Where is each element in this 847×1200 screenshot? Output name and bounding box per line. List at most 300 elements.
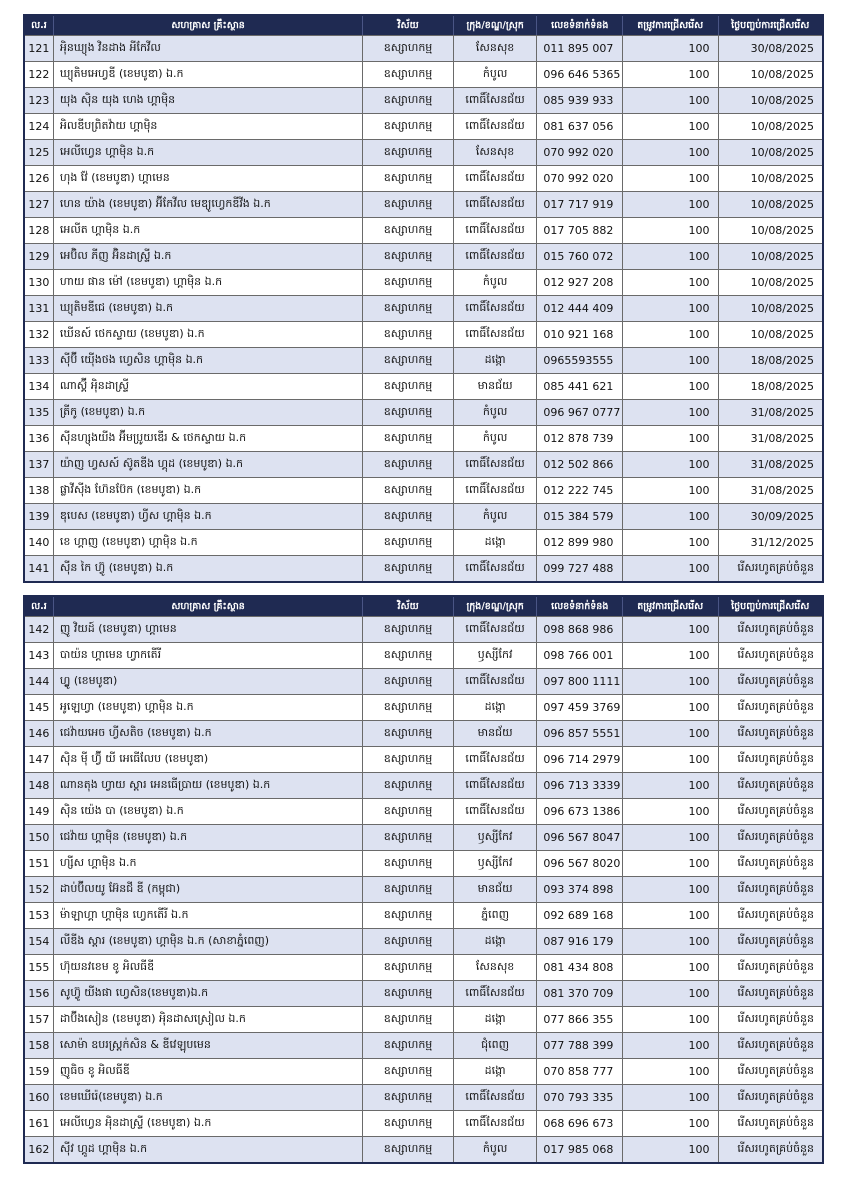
cell-phone: 077 788 399	[537, 1033, 623, 1058]
cell-phone: 070 992 020	[537, 140, 623, 165]
cell-sector: ឧស្សាហកម្ម	[363, 955, 454, 980]
table-header	[25, 16, 822, 35]
cell-no: 144	[25, 669, 54, 694]
cell-phone: 068 696 673	[537, 1111, 623, 1136]
header-no: ល.រ	[25, 597, 54, 616]
cell-no: 158	[25, 1033, 54, 1058]
cell-phone: 017 717 919	[537, 192, 623, 217]
cell-quota: 100	[623, 1111, 719, 1136]
cell-quota: 100	[623, 478, 719, 503]
cell-company: ដាប់ប៊ីលយូ អ៊ែនជី ឌី (កម្ពុជា)	[54, 877, 363, 902]
table-body	[25, 35, 822, 581]
table-row	[25, 529, 822, 555]
cell-sector: ឧស្សាហកម្ម	[363, 1137, 454, 1162]
cell-deadline: រើសរហូតគ្រប់ចំនួន	[737, 1063, 815, 1077]
cell-sector: ឧស្សាហកម្ម	[363, 851, 454, 876]
header-phone: លេខទំនាក់ទំនង	[537, 16, 623, 35]
table-row	[25, 980, 822, 1006]
table-row	[25, 642, 822, 668]
header-location: ក្រុង/ខណ្ឌ/ស្រុក	[454, 16, 538, 35]
cell-phone: 087 916 179	[537, 929, 623, 954]
cell-company: អេប៊ិល ភីញ អ៊ិនដាស្ទ្រី ឯ.ក	[54, 244, 363, 269]
table-row	[25, 35, 822, 61]
cell-location: ដង្កោ	[454, 695, 538, 720]
cell-quota: 100	[623, 140, 719, 165]
cell-company: ស៊ីប៊ី យ៉ើងថង ហ្វេសិន ហ្គាម៉ិន ឯ.ក	[54, 348, 363, 373]
cell-quota: 100	[623, 192, 719, 217]
cell-phone: 010 921 168	[537, 322, 623, 347]
cell-deadline: 10/08/2025	[750, 224, 815, 237]
cell-no: 150	[25, 825, 54, 850]
cell-no: 124	[25, 114, 54, 139]
cell-sector: ឧស្សាហកម្ម	[363, 296, 454, 321]
cell-quota: 100	[623, 426, 719, 451]
cell-company: ស៊ីន កៃ ហ៊្វូ (ខេមបូឌា) ឯ.ក	[54, 556, 363, 581]
cell-quota: 100	[623, 747, 719, 772]
cell-sector: ឧស្សាហកម្ម	[363, 114, 454, 139]
cell-location: កំបូល	[454, 400, 538, 425]
cell-quota: 100	[623, 799, 719, 824]
table-row	[25, 1084, 822, 1110]
cell-company: លីឌីង ស្តារ (ខេមបូឌា) ហ្គាម៉ិន ឯ.ក (សាខាភ្នំពេញ)	[54, 929, 363, 954]
cell-no: 128	[25, 218, 54, 243]
cell-phone: 096 567 8047	[537, 825, 623, 850]
cell-quota: 100	[623, 903, 719, 928]
cell-deadline: រើសរហូតគ្រប់ចំនួន	[737, 725, 815, 739]
table-header	[25, 597, 822, 616]
cell-no: 157	[25, 1007, 54, 1032]
cell-sector: ឧស្សាហកម្ម	[363, 218, 454, 243]
cell-deadline: រើសរហូតគ្រប់ចំនួន	[737, 699, 815, 713]
header-quota: តម្រូវការជ្រើសរើស	[623, 16, 719, 35]
cell-sector: ឧស្សាហកម្ម	[363, 192, 454, 217]
header-quota: តម្រូវការជ្រើសរើស	[623, 597, 719, 616]
cell-phone: 096 967 0777	[537, 400, 623, 425]
cell-quota: 100	[623, 504, 719, 529]
table-row	[25, 902, 822, 928]
table-row	[25, 373, 822, 399]
cell-sector: ឧស្សាហកម្ម	[363, 773, 454, 798]
cell-sector: ឧស្សាហកម្ម	[363, 348, 454, 373]
cell-quota: 100	[623, 955, 719, 980]
cell-location: ពោធិ៍សែនជ័យ	[454, 88, 538, 113]
cell-company: សូហ៊្វូ យីងផា ហ្វេសិន(ខេមបូឌា)ឯ.ក	[54, 981, 363, 1006]
cell-company: សោម៉ា ឧបរស្ត្រក់សិន & ឌីវេឡុបមេន	[54, 1033, 363, 1058]
cell-phone: 096 567 8020	[537, 851, 623, 876]
cell-no: 135	[25, 400, 54, 425]
cell-phone: 097 800 1111	[537, 669, 623, 694]
cell-no: 151	[25, 851, 54, 876]
cell-location: ជុំពេញ	[454, 1033, 538, 1058]
cell-no: 134	[25, 374, 54, 399]
cell-quota: 100	[623, 773, 719, 798]
cell-quota: 100	[623, 617, 719, 642]
cell-sector: ឧស្សាហកម្ម	[363, 452, 454, 477]
cell-quota: 100	[623, 270, 719, 295]
cell-quota: 100	[623, 348, 719, 373]
cell-company: ហ្សីស ហ្គាម៉ិន ឯ.ក	[54, 851, 363, 876]
cell-quota: 100	[623, 721, 719, 746]
job-table-2	[23, 595, 824, 1164]
cell-company: ជេវ៉ាយ ហ្គាម៉ិន (ខេមបូឌា) ឯ.ក	[54, 825, 363, 850]
cell-location: ពោធិ៍សែនជ័យ	[454, 166, 538, 191]
cell-company: ហ៊ុយនវខេម ខូ អិលធីឌី	[54, 955, 363, 980]
table-row	[25, 824, 822, 850]
cell-location: ដង្កោ	[454, 530, 538, 555]
cell-company: ស៊ិន ម៉ី ហ្វ៊ី យី អេធើលែប (ខេមបូឌា)	[54, 747, 363, 772]
cell-deadline: 10/08/2025	[750, 328, 815, 341]
table-row	[25, 295, 822, 321]
cell-quota: 100	[623, 1059, 719, 1084]
cell-company: ឌុបេស (ខេមបូឌា) ហ្វីស ហ្គាម៉ិន ឯ.ក	[54, 504, 363, 529]
cell-deadline: រើសរហូតគ្រប់ចំនួន	[737, 803, 815, 817]
cell-sector: ឧស្សាហកម្ម	[363, 504, 454, 529]
cell-phone: 098 766 001	[537, 643, 623, 668]
cell-sector: ឧស្សាហកម្ម	[363, 556, 454, 581]
cell-phone: 012 502 866	[537, 452, 623, 477]
cell-no: 162	[25, 1137, 54, 1162]
cell-deadline: 10/08/2025	[750, 120, 815, 133]
cell-phone: 012 878 739	[537, 426, 623, 451]
cell-quota: 100	[623, 1033, 719, 1058]
cell-deadline: 18/08/2025	[750, 354, 815, 367]
cell-phone: 070 992 020	[537, 166, 623, 191]
cell-phone: 097 459 3769	[537, 695, 623, 720]
cell-sector: ឧស្សាហកម្ម	[363, 1059, 454, 1084]
cell-company: ឃ្យុតិមអេហ្វឌី (ខេមបូឌា) ឯ.ក	[54, 62, 363, 87]
cell-deadline: រើសរហូតគ្រប់ចំនួន	[737, 829, 815, 843]
cell-no: 153	[25, 903, 54, 928]
header-location: ក្រុង/ខណ្ឌ/ស្រុក	[454, 597, 538, 616]
cell-no: 123	[25, 88, 54, 113]
cell-deadline: 31/12/2025	[750, 536, 815, 549]
header-no: ល.រ	[25, 16, 54, 35]
table-row	[25, 954, 822, 980]
header-deadline: ថ្ងៃបញ្ចប់ការជ្រើសរើស	[731, 600, 810, 612]
table-row	[25, 694, 822, 720]
cell-company: ឃ្យុតិមឌីជេ (ខេមបូឌា) ឯ.ក	[54, 296, 363, 321]
cell-company: អិលឌីបព្រិតវ៉ាយ ហ្គាម៉ិន	[54, 114, 363, 139]
cell-location: ពោធិ៍សែនជ័យ	[454, 452, 538, 477]
cell-quota: 100	[623, 452, 719, 477]
cell-quota: 100	[623, 643, 719, 668]
cell-company: យ៉ាញ ហ្វសស៍ ស៊ូតឌីង ហ្គុដ (ខេមបូឌា) ឯ.ក	[54, 452, 363, 477]
cell-sector: ឧស្សាហកម្ម	[363, 1111, 454, 1136]
cell-deadline: 10/08/2025	[750, 276, 815, 289]
cell-no: 131	[25, 296, 54, 321]
cell-phone: 070 793 335	[537, 1085, 623, 1110]
cell-location: មានជ័យ	[454, 721, 538, 746]
cell-phone: 015 760 072	[537, 244, 623, 269]
cell-location: ពោធិ៍សែនជ័យ	[454, 296, 538, 321]
cell-deadline: 10/08/2025	[750, 68, 815, 81]
cell-deadline: រើសរហូតគ្រប់ចំនួន	[737, 881, 815, 895]
cell-phone: 015 384 579	[537, 504, 623, 529]
cell-phone: 096 646 5365	[537, 62, 623, 87]
cell-quota: 100	[623, 1085, 719, 1110]
cell-sector: ឧស្សាហកម្ម	[363, 1085, 454, 1110]
cell-no: 127	[25, 192, 54, 217]
cell-phone: 096 857 5551	[537, 721, 623, 746]
cell-location: កំបូល	[454, 62, 538, 87]
table-row	[25, 616, 822, 642]
header-deadline: ថ្ងៃបញ្ចប់ការជ្រើសរើស	[731, 19, 810, 31]
cell-company: យុង ស៊ិន យុង ហេង ហ្គាម៉ិន	[54, 88, 363, 113]
table-row	[25, 503, 822, 529]
table-body	[25, 616, 822, 1162]
cell-deadline: រើសរហូតគ្រប់ចំនួន	[737, 959, 815, 973]
cell-phone: 096 714 2979	[537, 747, 623, 772]
table-row	[25, 347, 822, 373]
cell-no: 154	[25, 929, 54, 954]
cell-company: ណាស្គ៊ី អុិនដាស្ទ្រី	[54, 374, 363, 399]
cell-location: ពោធិ៍សែនជ័យ	[454, 114, 538, 139]
cell-sector: ឧស្សាហកម្ម	[363, 1007, 454, 1032]
cell-phone: 012 222 745	[537, 478, 623, 503]
cell-quota: 100	[623, 929, 719, 954]
cell-location: ឫស្សីកែវ	[454, 643, 538, 668]
cell-phone: 0965593555	[537, 348, 623, 373]
cell-no: 160	[25, 1085, 54, 1110]
cell-no: 148	[25, 773, 54, 798]
cell-company: ឃើនស៍ ថេកស្ទាយ (ខេមបូឌា) ឯ.ក	[54, 322, 363, 347]
cell-deadline: រើសរហូតគ្រប់ចំនួន	[737, 1115, 815, 1129]
cell-deadline: 30/08/2025	[750, 42, 815, 55]
cell-phone: 085 939 933	[537, 88, 623, 113]
cell-location: កំបូល	[454, 426, 538, 451]
table-row	[25, 477, 822, 503]
cell-phone: 012 444 409	[537, 296, 623, 321]
cell-sector: ឧស្សាហកម្ម	[363, 877, 454, 902]
cell-location: ពោធិ៍សែនជ័យ	[454, 981, 538, 1006]
cell-location: កំបូល	[454, 504, 538, 529]
cell-location: ពោធិ៍សែនជ័យ	[454, 244, 538, 269]
cell-company: ហុង វ៉ែ (ខេមបូឌា) ហ្គាមេន	[54, 166, 363, 191]
job-table-1	[23, 14, 824, 583]
cell-sector: ឧស្សាហកម្ម	[363, 426, 454, 451]
cell-company: អេលីហ្វេន អុិនដាស្ទ្រី (ខេមបូឌា) ឯ.ក	[54, 1111, 363, 1136]
table-row	[25, 1006, 822, 1032]
cell-sector: ឧស្សាហកម្ម	[363, 903, 454, 928]
table-row	[25, 1136, 822, 1162]
cell-location: មានជ័យ	[454, 374, 538, 399]
table-row	[25, 113, 822, 139]
cell-quota: 100	[623, 877, 719, 902]
cell-company: ហាយ ផាន ម៉ៅ (ខេមបូឌា) ហ្គាម៉ិន ឯ.ក	[54, 270, 363, 295]
table-row	[25, 451, 822, 477]
cell-phone: 017 985 068	[537, 1137, 623, 1162]
cell-sector: ឧស្សាហកម្ម	[363, 825, 454, 850]
cell-sector: ឧស្សាហកម្ម	[363, 322, 454, 347]
cell-company: ខេ ហ្គាញ (ខេមបូឌា) ហ្គាម៉ិន ឯ.ក	[54, 530, 363, 555]
cell-no: 161	[25, 1111, 54, 1136]
cell-phone: 096 673 1386	[537, 799, 623, 824]
cell-no: 132	[25, 322, 54, 347]
cell-location: ដង្កោ	[454, 348, 538, 373]
cell-no: 142	[25, 617, 54, 642]
cell-location: ពោធិ៍សែនជ័យ	[454, 218, 538, 243]
cell-location: មានជ័យ	[454, 877, 538, 902]
cell-sector: ឧស្សាហកម្ម	[363, 166, 454, 191]
cell-no: 159	[25, 1059, 54, 1084]
cell-company: ដាប៊ីងសៀន (ខេមបូឌា) អុិនដាសស្រៀល ឯ.ក	[54, 1007, 363, 1032]
cell-sector: ឧស្សាហកម្ម	[363, 140, 454, 165]
table-row	[25, 321, 822, 347]
cell-deadline: 31/08/2025	[750, 458, 815, 471]
cell-no: 146	[25, 721, 54, 746]
cell-no: 149	[25, 799, 54, 824]
table-row	[25, 191, 822, 217]
cell-company: ហេន យ៉ាង (ខេមបូឌា) អ៊ីកែវីល មេឌ្យូហ្វេកឌីវីង ឯ.ក	[54, 192, 363, 217]
cell-no: 136	[25, 426, 54, 451]
cell-quota: 100	[623, 530, 719, 555]
cell-location: ឫស្សីកែវ	[454, 825, 538, 850]
cell-deadline: រើសរហូតគ្រប់ចំនួន	[737, 647, 815, 661]
cell-phone: 098 868 986	[537, 617, 623, 642]
cell-sector: ឧស្សាហកម្ម	[363, 270, 454, 295]
cell-deadline: រើសរហូតគ្រប់ចំនួន	[737, 751, 815, 765]
cell-deadline: 10/08/2025	[750, 146, 815, 159]
cell-deadline: 10/08/2025	[750, 94, 815, 107]
cell-quota: 100	[623, 62, 719, 87]
cell-quota: 100	[623, 322, 719, 347]
table-row	[25, 876, 822, 902]
cell-location: ពោធិ៍សែនជ័យ	[454, 192, 538, 217]
cell-no: 155	[25, 955, 54, 980]
header-company: សហគ្រាស គ្រឹះស្ថាន	[54, 16, 363, 35]
cell-deadline: 31/08/2025	[750, 432, 815, 445]
cell-deadline: រើសរហូតគ្រប់ចំនួន	[737, 621, 815, 635]
cell-location: សែនសុខ	[454, 955, 538, 980]
cell-phone: 011 895 007	[537, 36, 623, 61]
cell-company: អេលីត ហ្គាម៉ិន ឯ.ក	[54, 218, 363, 243]
cell-company: ស៊ីនហ្សុងយីង អ៊ីមប្រូយឌើរ & ថេកស្ទាយ ឯ.ក	[54, 426, 363, 451]
cell-location: ពោធិ៍សែនជ័យ	[454, 1085, 538, 1110]
cell-deadline: 18/08/2025	[750, 380, 815, 393]
cell-no: 121	[25, 36, 54, 61]
table-row	[25, 1110, 822, 1136]
cell-phone: 092 689 168	[537, 903, 623, 928]
cell-deadline: 31/08/2025	[750, 406, 815, 419]
cell-company: ស៊ីវ ហ្គូដ ហ្គាម៉ិន ឯ.ក	[54, 1137, 363, 1162]
cell-quota: 100	[623, 114, 719, 139]
table-row	[25, 1058, 822, 1084]
cell-no: 140	[25, 530, 54, 555]
table-row	[25, 217, 822, 243]
cell-company: ម៉ាឡាហ្គា ហ្គាម៉ិន ហ្វេកតើរី ឯ.ក	[54, 903, 363, 928]
cell-location: ដង្កោ	[454, 929, 538, 954]
cell-no: 138	[25, 478, 54, 503]
cell-quota: 100	[623, 36, 719, 61]
cell-deadline: រើសរហូតគ្រប់ចំនួន	[737, 777, 815, 791]
cell-no: 125	[25, 140, 54, 165]
cell-location: ពោធិ៍សែនជ័យ	[454, 669, 538, 694]
cell-location: ពោធិ៍សែនជ័យ	[454, 747, 538, 772]
header-company: សហគ្រាស គ្រឹះស្ថាន	[54, 597, 363, 616]
cell-company: ផ្លាវីស៊ីង ហ៊ែនប៊ែក (ខេមបូឌា) ឯ.ក	[54, 478, 363, 503]
cell-phone: 085 441 621	[537, 374, 623, 399]
cell-location: ពោធិ៍សែនជ័យ	[454, 773, 538, 798]
cell-company: ណានតុង ហ្វាយ ស្តារ អេនធើប្រាយ (ខេមបូឌា) ឯ.ក	[54, 773, 363, 798]
cell-deadline: 31/08/2025	[750, 484, 815, 497]
cell-location: ពោធិ៍សែនជ័យ	[454, 478, 538, 503]
cell-no: 137	[25, 452, 54, 477]
cell-deadline: រើសរហូតគ្រប់ចំនួន	[737, 1037, 815, 1051]
cell-deadline: 10/08/2025	[750, 198, 815, 211]
cell-no: 139	[25, 504, 54, 529]
cell-location: សែនសុខ	[454, 140, 538, 165]
cell-sector: ឧស្សាហកម្ម	[363, 88, 454, 113]
cell-location: កំបូល	[454, 1137, 538, 1162]
cell-location: ពោធិ៍សែនជ័យ	[454, 322, 538, 347]
cell-deadline: រើសរហូតគ្រប់ចំនួន	[737, 933, 815, 947]
cell-location: កំបូល	[454, 270, 538, 295]
cell-sector: ឧស្សាហកម្ម	[363, 721, 454, 746]
table-row	[25, 746, 822, 772]
cell-quota: 100	[623, 851, 719, 876]
table-row	[25, 61, 822, 87]
cell-no: 141	[25, 556, 54, 581]
cell-sector: ឧស្សាហកម្ម	[363, 478, 454, 503]
cell-location: ភ្នំពេញ	[454, 903, 538, 928]
cell-phone: 081 637 056	[537, 114, 623, 139]
cell-company: អេលីហ្វេន ហ្គាម៉ិន ឯ.ក	[54, 140, 363, 165]
cell-phone: 099 727 488	[537, 556, 623, 581]
cell-no: 147	[25, 747, 54, 772]
cell-company: អូឡេហ្វា (ខេមបូឌា) ហ្គាម៉ិន ឯ.ក	[54, 695, 363, 720]
cell-deadline: រើសរហូតគ្រប់ចំនួន	[737, 855, 815, 869]
cell-quota: 100	[623, 166, 719, 191]
cell-phone: 070 858 777	[537, 1059, 623, 1084]
cell-sector: ឧស្សាហកម្ម	[363, 643, 454, 668]
cell-sector: ឧស្សាហកម្ម	[363, 1033, 454, 1058]
table-row	[25, 668, 822, 694]
table-row	[25, 87, 822, 113]
cell-deadline: រើសរហូតគ្រប់ចំនួន	[737, 673, 815, 687]
cell-sector: ឧស្សាហកម្ម	[363, 244, 454, 269]
cell-sector: ឧស្សាហកម្ម	[363, 62, 454, 87]
cell-phone: 017 705 882	[537, 218, 623, 243]
cell-quota: 100	[623, 218, 719, 243]
cell-quota: 100	[623, 1137, 719, 1162]
cell-no: 143	[25, 643, 54, 668]
table-row	[25, 425, 822, 451]
cell-sector: ឧស្សាហកម្ម	[363, 374, 454, 399]
cell-company: អុិនឃ្យុង វិនដាង អីកែវីល	[54, 36, 363, 61]
cell-location: ដង្កោ	[454, 1059, 538, 1084]
cell-no: 130	[25, 270, 54, 295]
cell-quota: 100	[623, 695, 719, 720]
cell-location: ពោធិ៍សែនជ័យ	[454, 617, 538, 642]
cell-phone: 081 434 808	[537, 955, 623, 980]
cell-company: ត្រីកូ (ខេមបូឌា) ឯ.ក	[54, 400, 363, 425]
cell-sector: ឧស្សាហកម្ម	[363, 799, 454, 824]
cell-phone: 077 866 355	[537, 1007, 623, 1032]
cell-company: ស៊ិន យ៉េង បា (ខេមបូឌា) ឯ.ក	[54, 799, 363, 824]
cell-quota: 100	[623, 825, 719, 850]
cell-location: ដង្កោ	[454, 1007, 538, 1032]
table-row	[25, 555, 822, 581]
cell-quota: 100	[623, 244, 719, 269]
cell-quota: 100	[623, 556, 719, 581]
table-row	[25, 399, 822, 425]
cell-quota: 100	[623, 1007, 719, 1032]
header-sector: វិស័យ	[363, 16, 454, 35]
cell-sector: ឧស្សាហកម្ម	[363, 530, 454, 555]
table-row	[25, 798, 822, 824]
cell-location: ពោធិ៍សែនជ័យ	[454, 799, 538, 824]
table-row	[25, 139, 822, 165]
